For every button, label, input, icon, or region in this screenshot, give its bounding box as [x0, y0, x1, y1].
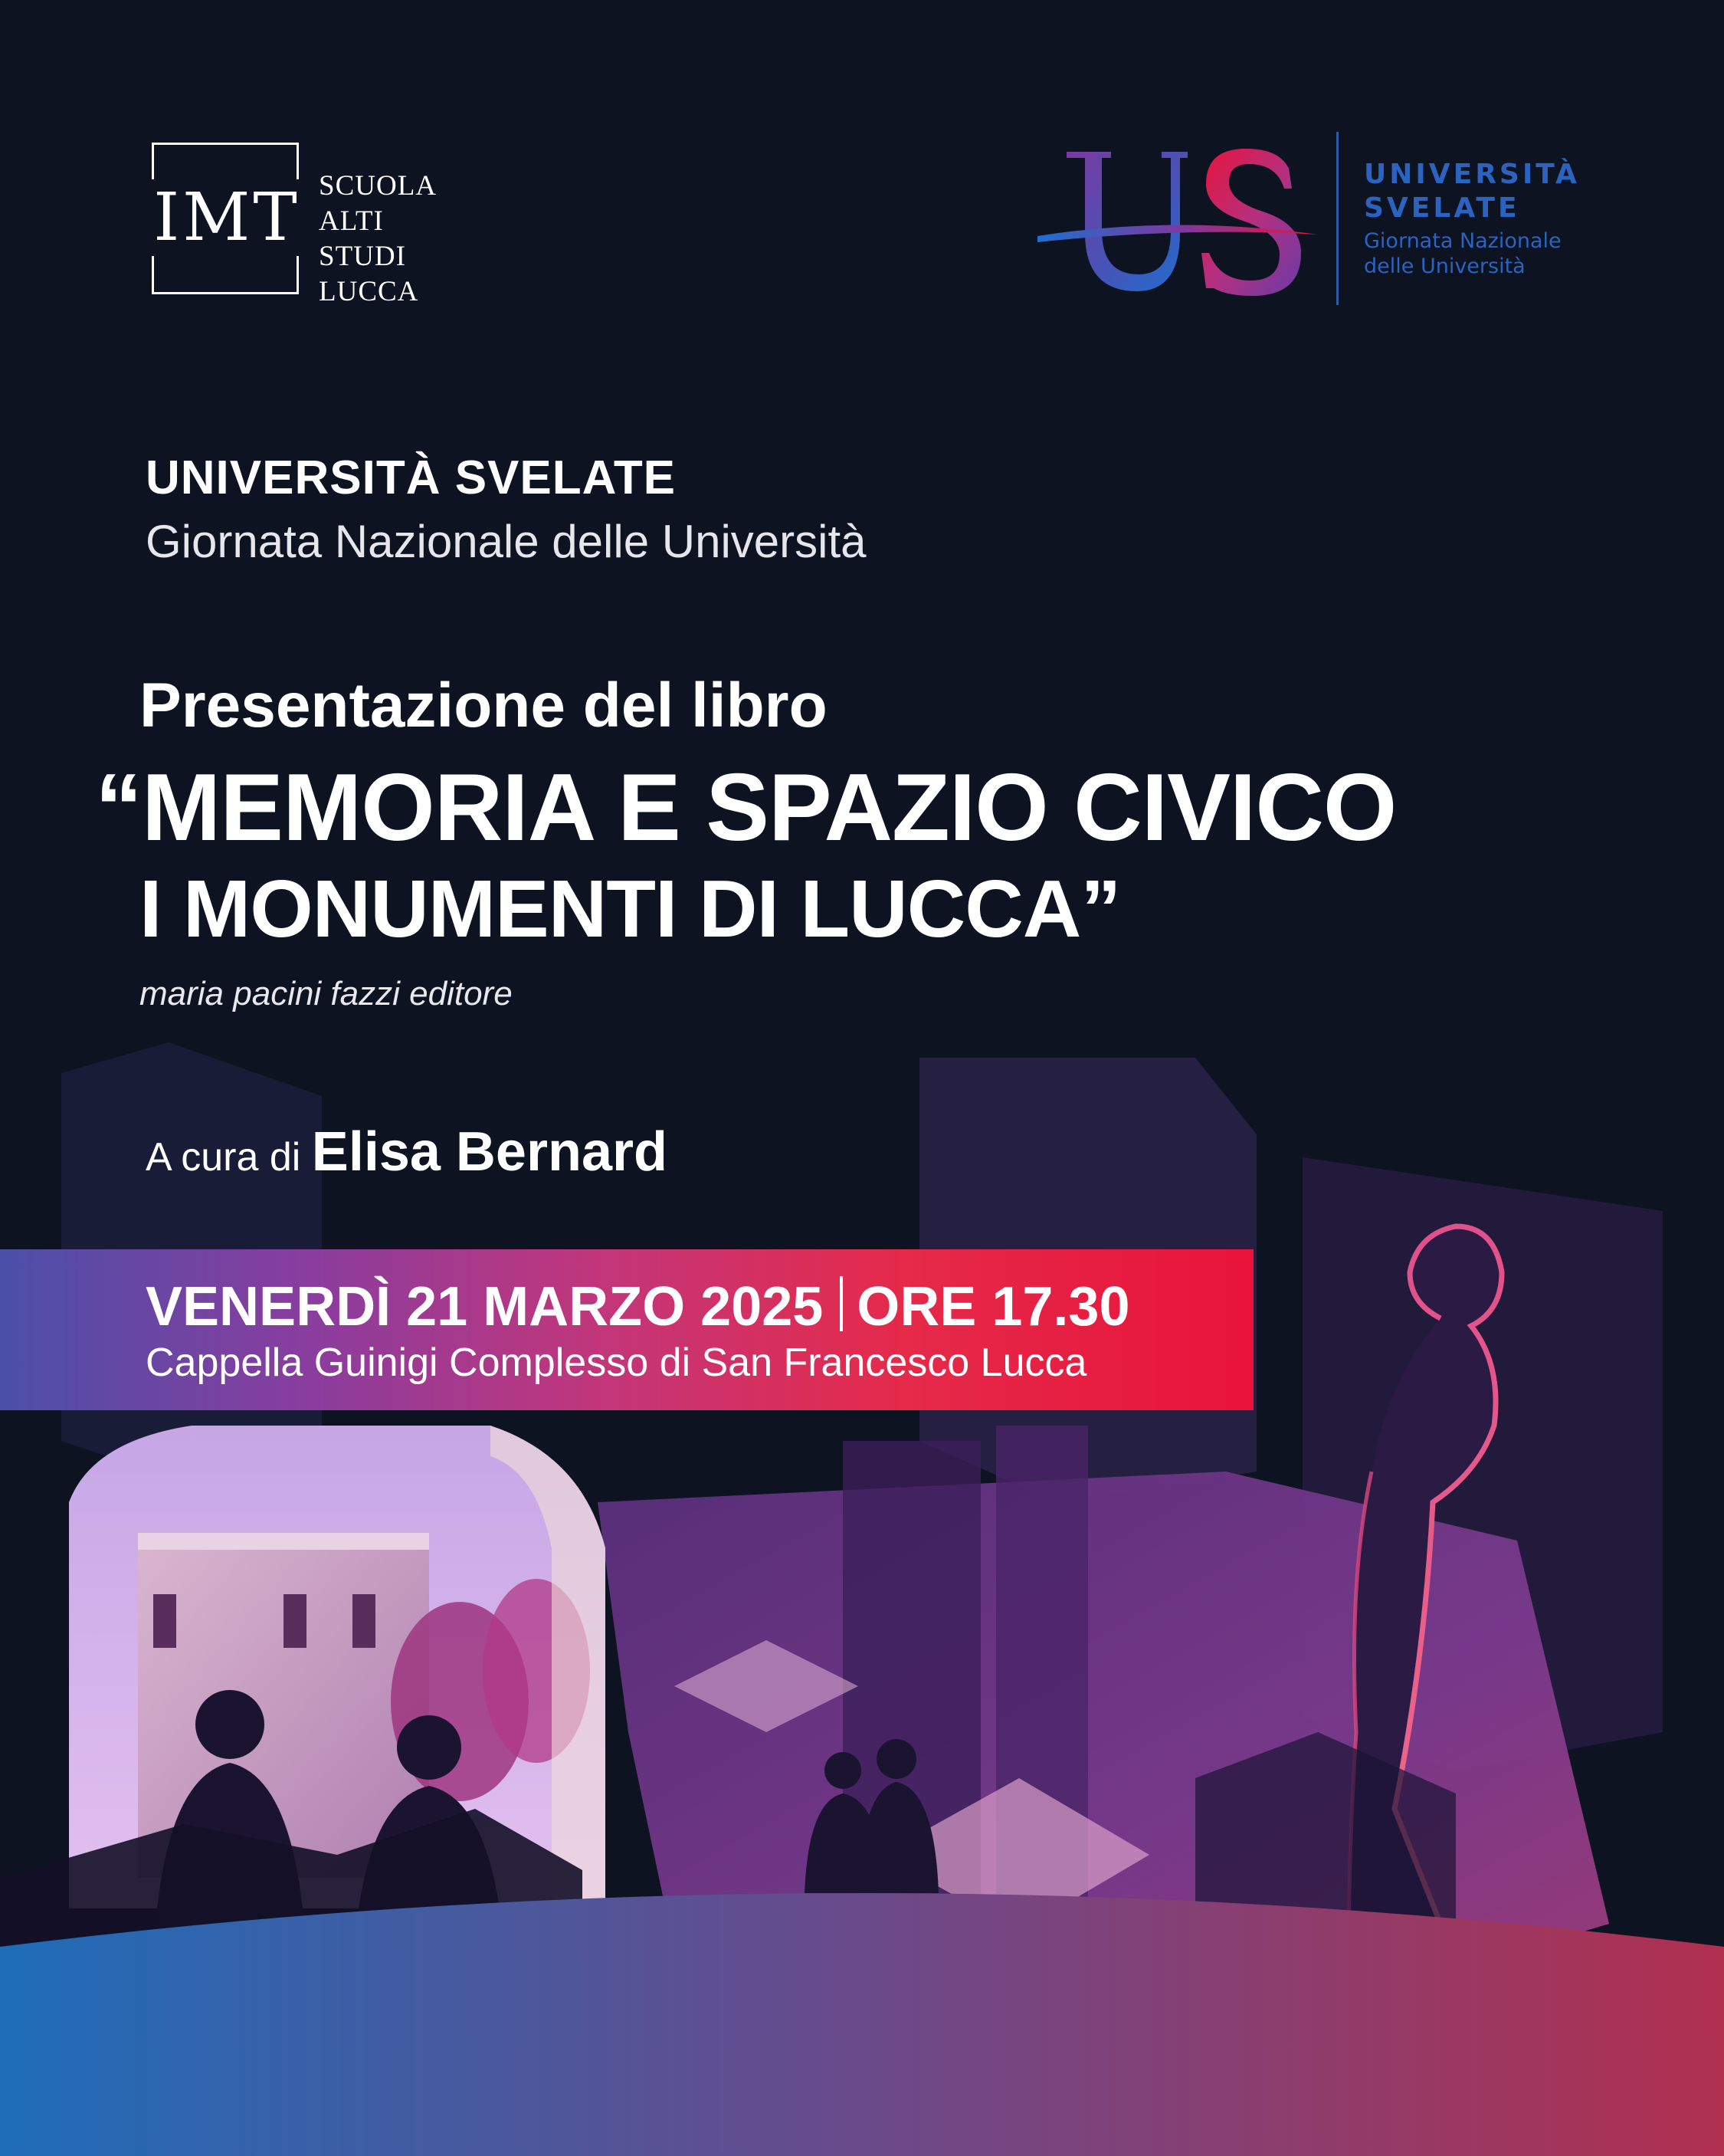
imt-name-line: ALTI STUDI	[319, 205, 406, 272]
us-sub-line: delle Università	[1364, 254, 1526, 278]
event-datetime	[146, 1275, 1130, 1338]
us-monogram-icon	[1036, 138, 1319, 299]
event-illustration	[0, 1042, 1724, 2156]
series-subtitle: Giornata Nazionale delle Università	[146, 516, 867, 567]
imt-name-line: SCUOLA	[319, 170, 438, 202]
book-title-line2: I MONUMENTI DI LUCCA”	[139, 864, 1121, 954]
imt-name-line: LUCCA	[319, 276, 419, 307]
event-date: VENERDÌ 21 MARZO 2025	[146, 1276, 824, 1337]
presentation-intro: Presentazione del libro	[139, 671, 828, 740]
date-time-separator	[840, 1276, 843, 1331]
curator-prefix: A cura di	[146, 1135, 301, 1180]
us-logo-title	[1364, 158, 1580, 225]
event-time: ORE 17.30	[857, 1276, 1130, 1337]
imt-logo	[152, 143, 474, 307]
book-title-line1: “MEMORIA E SPAZIO CIVICO	[95, 755, 1397, 861]
us-title-line: UNIVERSITÀ	[1364, 159, 1580, 190]
us-title-line: SVELATE	[1364, 192, 1520, 224]
us-logo-subtitle	[1364, 228, 1562, 279]
us-sub-line: Giornata Nazionale	[1364, 229, 1562, 253]
imt-logo-letters: IMT	[152, 179, 302, 256]
us-logo-divider	[1336, 132, 1339, 305]
imt-logo-name	[319, 169, 474, 310]
publisher: maria pacini fazzi editore	[139, 975, 513, 1012]
universita-svelate-logo	[1036, 130, 1603, 307]
curator-name: Elisa Bernard	[311, 1121, 667, 1183]
event-venue: Cappella Guinigi Complesso di San Francesco Lucca	[146, 1341, 1087, 1385]
curator-line	[146, 1121, 667, 1183]
series-title: UNIVERSITÀ SVELATE	[146, 451, 677, 504]
